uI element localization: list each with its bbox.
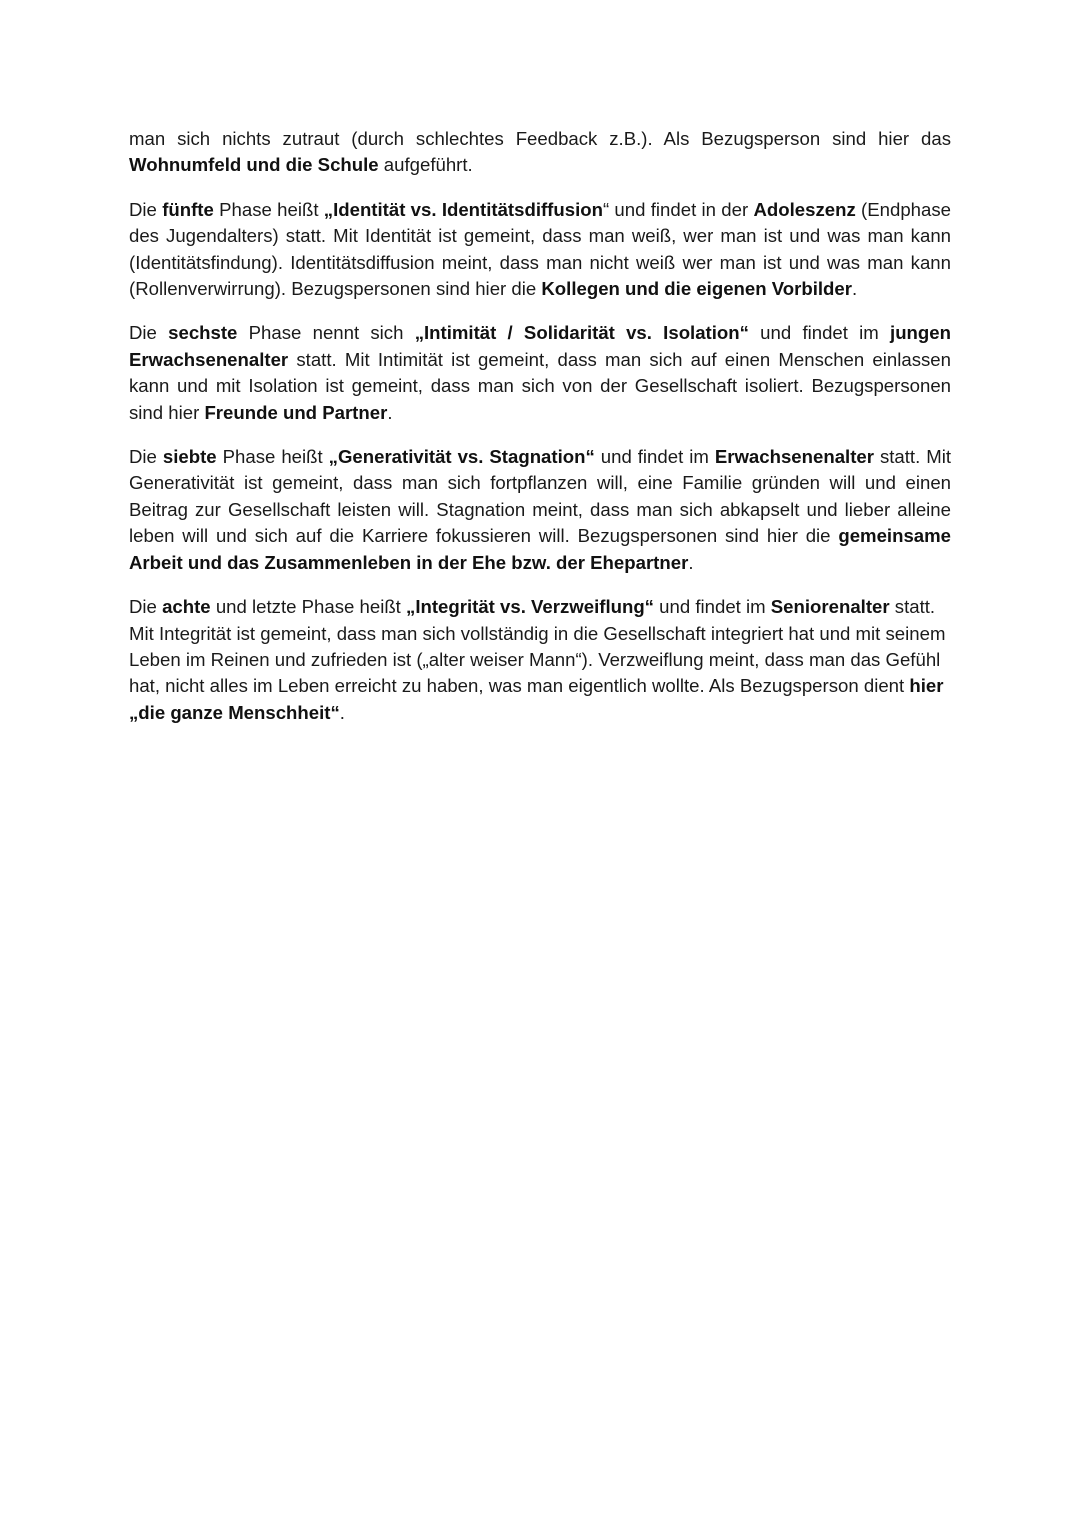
text-span: . [339,701,345,723]
bold-term: Freunde und Partner [204,401,388,423]
document-body [129,126,951,744]
bold-term: „Identität vs. Identitätsdiffusion [323,198,603,220]
text-span: aufgeführt. [378,154,473,176]
text-span: statt. Mit Integrität ist gemeint, dass man sich vollständig in die Gesellschaft integriert hat und mit seinem Leben im Reinen und zufrieden ist („alter weiser Mann“). Verzweiflung meint, dass man das Gefühl hat, nicht alles im Leben erreicht zu haben, was man eigentlich wollte. Als Bezugsperson dient [129,596,946,697]
text-span: (Endphase des Jugendalters) statt. Mit Identität ist gemeint, dass man weiß, wer man ist und was man kann (Identitätsfindung). Identitätsdiffusion meint, dass man nicht weiß wer man ist und was man kann (Rollenverwirrung). Bezugspersonen sind hier die [129,198,951,300]
text-span: “ und findet in der [602,198,754,220]
bold-term: Adoleszenz [753,198,856,220]
bold-term: „Generativität vs. Stagnation“ [328,446,595,468]
text-span: Die [129,322,169,344]
text-span: statt. Mit Intimität ist gemeint, dass man sich auf einen Menschen einlassen kann und mit Isolation ist gemeint, dass man sich von der Gesellschaft isoliert. Bezugspersonen sind hier [129,348,951,423]
bold-term: „Intimität / Solidarität vs. Isolation“ [414,322,749,344]
bold-term: Kollegen und die eigenen Vorbilder [541,278,852,300]
bold-term: siebte [162,446,217,468]
text-span: Die [129,446,163,468]
bold-term: sechste [168,322,238,344]
bold-term: Erwachsenenalter [714,446,874,468]
paragraph-phase-7 [129,444,951,576]
text-span: Phase nennt sich [237,322,415,344]
text-span: und letzte Phase heißt [210,596,407,618]
text-span: Die [129,596,163,618]
bold-term: gemeinsame Arbeit und das Zusammenleben in der Ehe bzw. der Ehepartner [129,525,951,573]
text-span: Die [129,198,163,220]
text-span: und findet im [594,446,715,468]
bold-term: „Integrität vs. Verzweiflung“ [406,596,654,618]
bold-term: Wohnumfeld und die Schule [129,154,379,176]
bold-term: achte [162,596,211,618]
text-span: statt. Mit Generativität ist gemeint, dass man sich fortpflanzen will, eine Familie gründen will und einen Beitrag zur Gesellschaft leisten will. Stagnation meint, dass man sich abkapselt und lieber alleine leben will und sich auf die Karriere fokussieren will. Bezugspersonen sind hier die [129,446,952,547]
text-span: man sich nichts zutraut (durch schlechtes Feedback z.B.). Als Bezugsperson sind hier das [129,128,951,149]
text-span: und findet im [653,596,771,618]
bold-term: Seniorenalter [770,596,890,618]
paragraph-phase-4-continuation [129,126,951,179]
text-span: Phase heißt [213,198,324,220]
text-span: . [688,551,694,573]
text-span: . [852,278,858,300]
paragraph-phase-8 [129,594,951,726]
bold-term: hier „die ganze Menschheit“ [129,675,944,723]
text-span: Phase heißt [216,446,329,468]
text-span: . [387,401,393,423]
bold-term: jungen Erwachsenenalter [129,322,951,370]
paragraph-phase-6 [129,320,951,426]
paragraph-phase-5 [129,197,951,303]
text-span: und findet im [748,322,891,344]
bold-term: fünfte [162,198,214,220]
